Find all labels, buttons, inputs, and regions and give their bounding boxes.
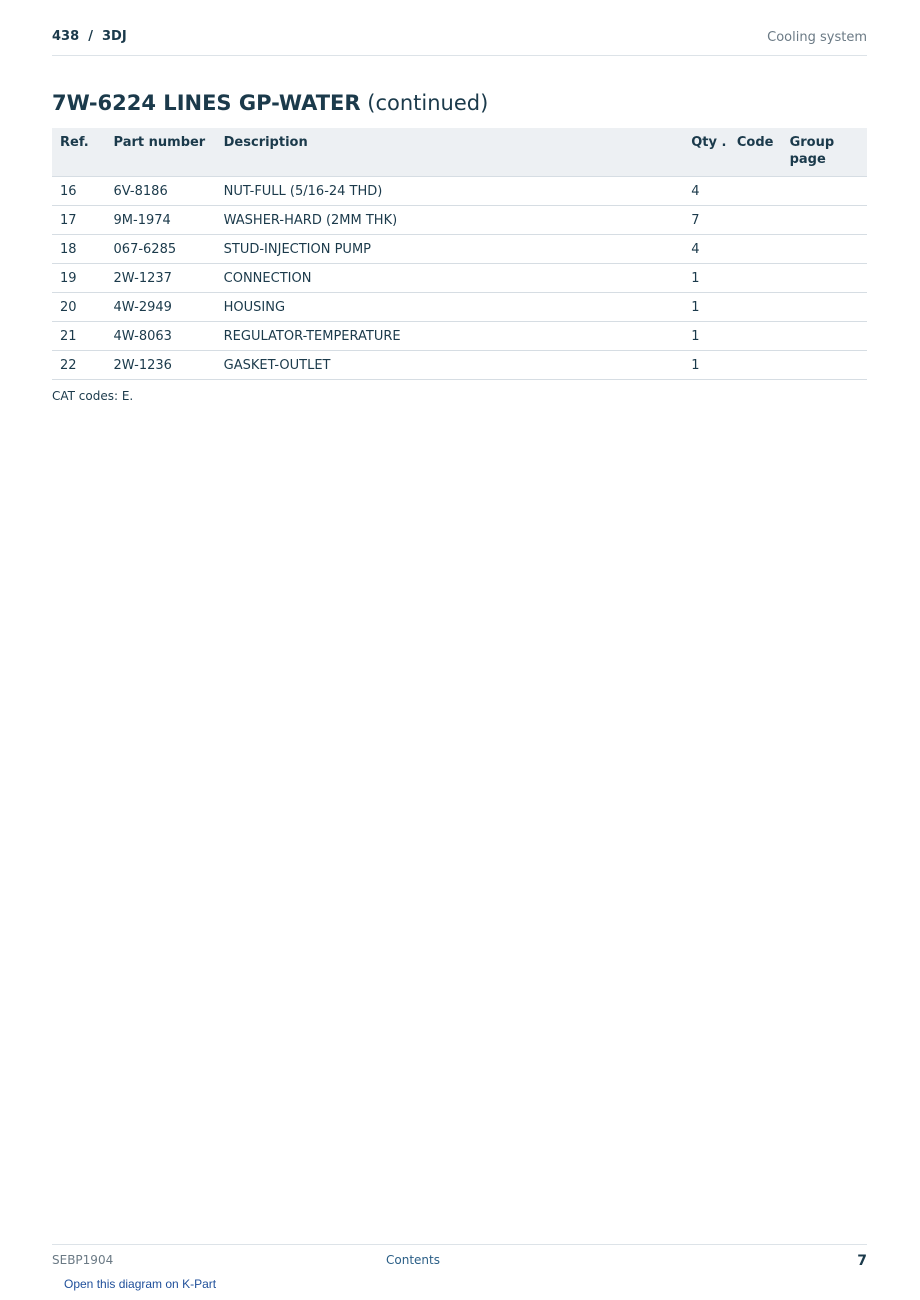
cell-code [737, 322, 790, 351]
cell-ref: 17 [52, 206, 114, 235]
cell-ref: 18 [52, 235, 114, 264]
cell-group-page [790, 177, 867, 206]
cell-group-page [790, 293, 867, 322]
cell-qty: 4 [691, 235, 737, 264]
cell-code [737, 177, 790, 206]
cell-description: STUD-INJECTION PUMP [224, 235, 692, 264]
cell-description: HOUSING [224, 293, 692, 322]
cell-ref: 19 [52, 264, 114, 293]
cell-part-number: 6V-8186 [114, 177, 224, 206]
cell-code [737, 293, 790, 322]
table-row [52, 264, 867, 293]
parts-table [52, 128, 867, 380]
cell-group-page [790, 235, 867, 264]
cell-ref: 20 [52, 293, 114, 322]
breadcrumb: 438 / 3DJ [52, 29, 127, 44]
cell-part-number: 4W-2949 [114, 293, 224, 322]
cell-qty: 1 [691, 322, 737, 351]
col-header-ref: Ref. [52, 128, 114, 177]
table-row [52, 293, 867, 322]
cell-description: CONNECTION [224, 264, 692, 293]
cell-qty: 1 [691, 264, 737, 293]
cell-qty: 1 [691, 293, 737, 322]
title-main: 7W-6224 LINES GP-WATER [52, 91, 361, 115]
table-row [52, 235, 867, 264]
cell-code [737, 206, 790, 235]
cell-ref: 21 [52, 322, 114, 351]
cell-part-number: 9M-1974 [114, 206, 224, 235]
cell-qty: 4 [691, 177, 737, 206]
cell-group-page [790, 206, 867, 235]
cell-group-page [790, 351, 867, 380]
cell-description: GASKET-OUTLET [224, 351, 692, 380]
contents-link[interactable]: Contents [386, 1253, 440, 1267]
page-title [52, 90, 488, 117]
cell-group-page [790, 264, 867, 293]
cell-description: NUT-FULL (5/16-24 THD) [224, 177, 692, 206]
table-header-row [52, 128, 867, 177]
cell-code [737, 235, 790, 264]
cell-group-page [790, 322, 867, 351]
col-header-part-number: Part number [114, 128, 224, 177]
cell-part-number: 2W-1236 [114, 351, 224, 380]
table-row [52, 206, 867, 235]
page-header [52, 28, 867, 56]
cell-ref: 22 [52, 351, 114, 380]
cell-code [737, 351, 790, 380]
cell-description: REGULATOR-TEMPERATURE [224, 322, 692, 351]
col-header-group-page: Group page [790, 128, 867, 177]
col-header-description: Description [224, 128, 692, 177]
cat-codes-note: CAT codes: E. [52, 389, 134, 403]
cell-ref: 16 [52, 177, 114, 206]
open-kpart-link[interactable]: Open this diagram on K-Part [64, 1277, 217, 1291]
document-id: SEBP1904 [52, 1253, 114, 1267]
page-footer [52, 1244, 867, 1295]
cell-code [737, 264, 790, 293]
cell-qty: 1 [691, 351, 737, 380]
cell-qty: 7 [691, 206, 737, 235]
cell-part-number: 067-6285 [114, 235, 224, 264]
table-row [52, 177, 867, 206]
table-row [52, 322, 867, 351]
title-suffix: (continued) [367, 91, 489, 115]
col-header-qty: Qty . [691, 128, 737, 177]
cell-description: WASHER-HARD (2MM THK) [224, 206, 692, 235]
table-row [52, 351, 867, 380]
cell-part-number: 4W-8063 [114, 322, 224, 351]
section-name: Cooling system [767, 30, 867, 45]
col-header-code: Code [737, 128, 790, 177]
cell-part-number: 2W-1237 [114, 264, 224, 293]
page-number: 7 [857, 1253, 867, 1269]
